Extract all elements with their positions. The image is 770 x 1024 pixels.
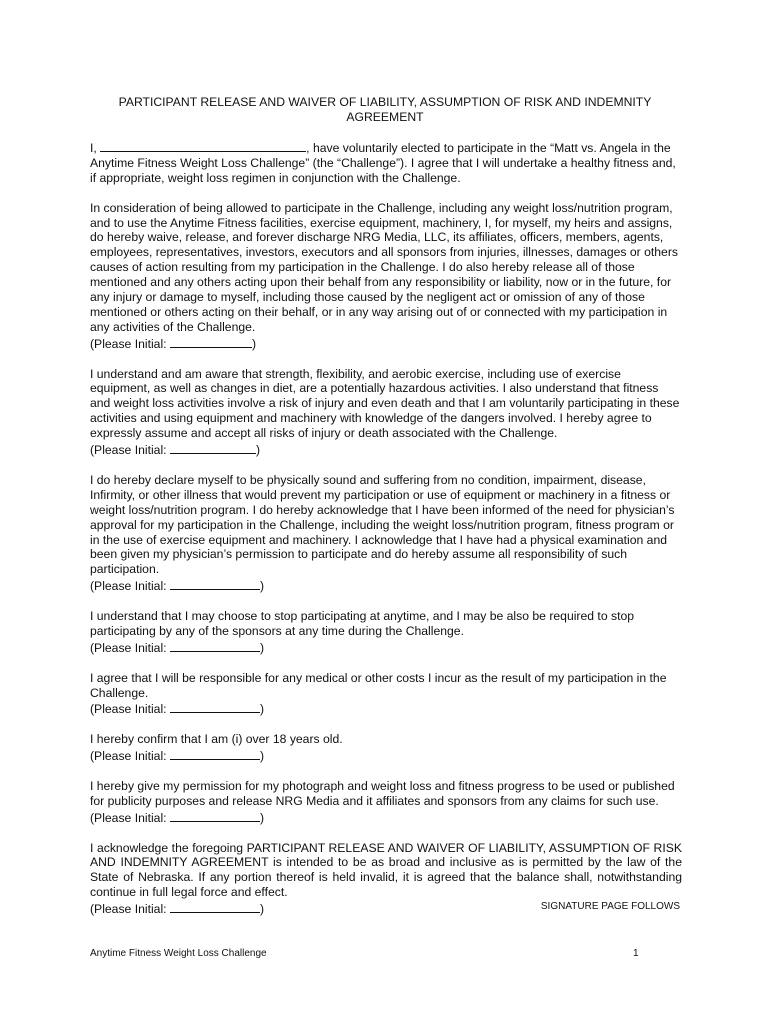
initial-line-6 — [90, 747, 682, 764]
initial-line-8 — [90, 900, 682, 917]
initial-line-2 — [90, 441, 682, 458]
document-body — [90, 139, 682, 932]
document-title: PARTICIPANT RELEASE AND WAIVER OF LIABILITY, ASSUMPTION OF RISK AND INDEMNITY AGREEMENT — [118, 95, 652, 124]
initial-line-3 — [90, 577, 682, 594]
initial-label: (Please Initial: — [90, 810, 167, 825]
release-paragraph — [90, 201, 682, 352]
initial-close: ) — [259, 749, 264, 764]
release-text: In consideration of being allowed to participate in the Challenge, including any weight loss/nutrition program, and to use the Anytime Fitness facilities, exercise equipment, machinery, I, for myself, my heirs and assigns, do hereby waive, release, and forever discharge NRG Media, LLC, its affiliates, officers, members, agents, employees, representatives, investors, executors and all sponsors from injuries, illnesses, damages or others causes of action resulting from my participation in the Challenge. I do also hereby release all of those mentioned and any others acting upon their behalf from any responsibility or liability, now or in the future, for any injury or damage to myself, including those caused by the negligent act or omission of any of those mentioned or others acting on their behalf, or in any way arising out of or connected with my participation in any activities of the Challenge. — [90, 200, 678, 334]
initial-label: (Please Initial: — [90, 579, 167, 594]
initial-label: (Please Initial: — [90, 749, 167, 764]
footer-title: Anytime Fitness Weight Loss Challenge — [90, 948, 267, 959]
initial-blank-3[interactable] — [170, 577, 260, 590]
participant-name-blank[interactable] — [100, 139, 306, 152]
risk-text: I understand and am aware that strength, flexibility, and aerobic exercise, including use of exercise equipment, as well as changes in diet, are a potentially hazardous activities. I also understand that fitness and weight loss activities involve a risk of injury and even death and that I am voluntarily participating in these activities and using equipment and machinery with knowledge of the dangers involved. I hereby agree to expressly assume and accept all risks of injury or death associated with the Challenge. — [90, 366, 680, 441]
initial-blank-2[interactable] — [170, 441, 256, 454]
initial-label: (Please Initial: — [90, 443, 167, 458]
age-paragraph — [90, 732, 682, 764]
initial-blank-1[interactable] — [170, 335, 252, 348]
intro-text: , have voluntarily elected to participate in the “Matt vs. Angela in the Anytime Fitness Weight Loss Challenge” (the “Challenge”). I agree that I will undertake a healthy fitness and, if appropriate, weight loss regimen in conjunction with the Challenge. — [90, 141, 676, 185]
costs-text: I agree that I will be responsible for any medical or other costs I incur as the result of my participation in the Challenge. — [90, 670, 667, 700]
initial-close: ) — [259, 902, 264, 917]
acknowledge-text: I acknowledge the foregoing PARTICIPANT RELEASE AND WAIVER OF LIABILITY, ASSUMPTION OF RISK AND INDEMNITY AGREEMENT is intended to be as broad and inclusive as is permitted by the law of the State of Nebraska. If any portion thereof is held invalid, it is agreed that the balance shall, notwithstanding continue in full legal force and effect. — [90, 840, 682, 900]
initial-close: ) — [251, 336, 256, 351]
initial-blank-4[interactable] — [170, 639, 260, 652]
page-number: 1 — [633, 948, 639, 959]
initial-line-5 — [90, 700, 682, 717]
photo-paragraph — [90, 779, 682, 826]
signature-follows-note: SIGNATURE PAGE FOLLOWS — [540, 901, 680, 913]
acknowledge-paragraph — [90, 841, 682, 918]
intro-paragraph — [90, 139, 682, 186]
health-paragraph — [90, 473, 682, 594]
health-text: I do hereby declare myself to be physically sound and suffering from no condition, impairment, disease, Infirmity, or other illness that would prevent my participation or use of equipment or machinery in a fitness or weight loss/nutrition program. I do hereby acknowledge that I have been informed of the need for physician’s approval for my participation in the Challenge, including the weight loss/nutrition program, fitness program or in the use of exercise equipment and machinery. I acknowledge that I have had a physical examination and been given my physician’s permission to participate and do hereby assume all responsibility of such participation. — [90, 472, 675, 577]
initial-label: (Please Initial: — [90, 902, 167, 917]
risk-paragraph — [90, 367, 682, 458]
costs-paragraph — [90, 671, 682, 718]
intro-prefix: I, — [90, 141, 97, 155]
initial-blank-5[interactable] — [170, 700, 260, 713]
initial-line-7 — [90, 809, 682, 826]
initial-line-4 — [90, 639, 682, 656]
initial-close: ) — [259, 640, 264, 655]
age-text: I hereby confirm that I am (i) over 18 years old. — [90, 732, 343, 747]
initial-close: ) — [255, 443, 260, 458]
initial-close: ) — [259, 810, 264, 825]
initial-close: ) — [259, 702, 264, 717]
initial-label: (Please Initial: — [90, 702, 167, 717]
initial-label: (Please Initial: — [90, 640, 167, 655]
initial-blank-7[interactable] — [170, 809, 260, 822]
initial-line-1 — [90, 335, 682, 352]
photo-text: I hereby give my permission for my photograph and weight loss and fitness progress to be used or published for publicity purposes and release NRG Media and it affiliates and sponsors from any claims for such use. — [90, 778, 675, 808]
initial-blank-8[interactable] — [170, 900, 260, 913]
stop-paragraph — [90, 609, 682, 656]
stop-text: I understand that I may choose to stop participating at anytime, and I may be also be required to stop participating by any of the sponsors at any time during the Challenge. — [90, 609, 635, 638]
initial-close: ) — [259, 579, 264, 594]
initial-label: (Please Initial: — [90, 336, 167, 351]
initial-blank-6[interactable] — [170, 747, 260, 760]
